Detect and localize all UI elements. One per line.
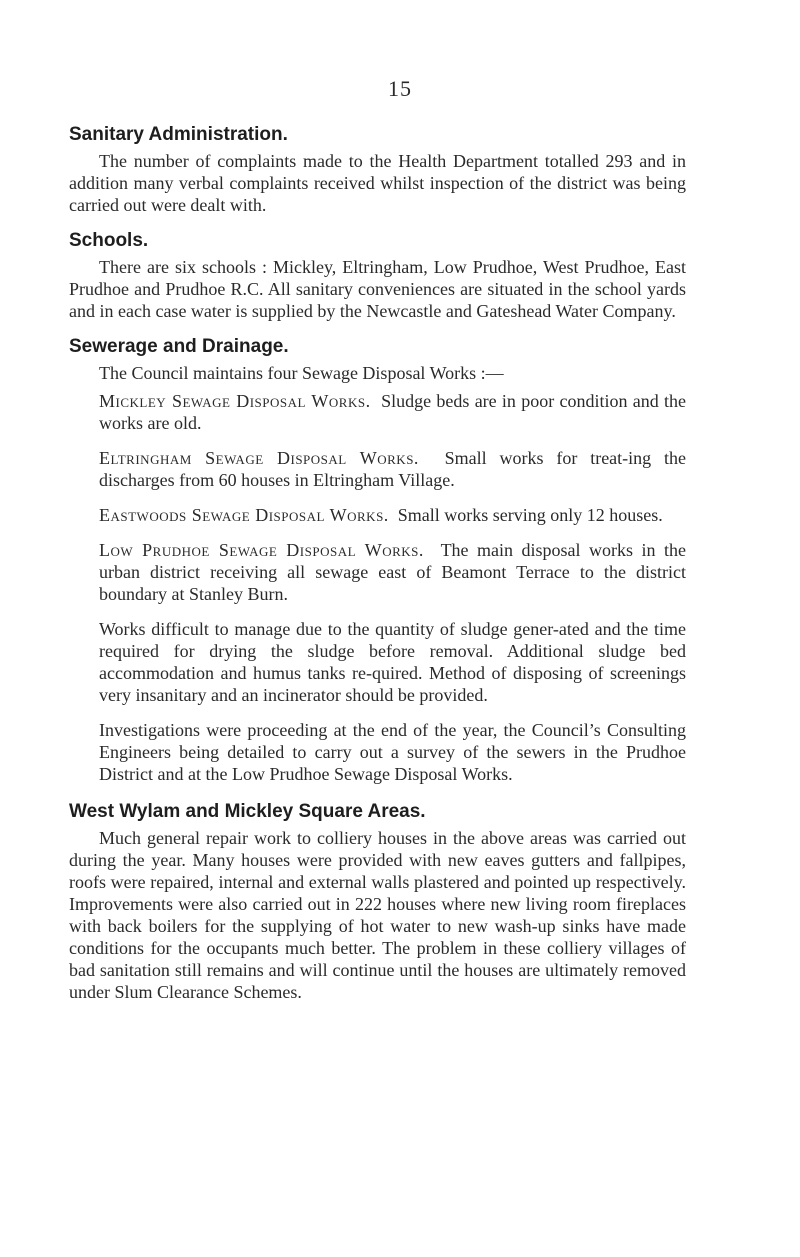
works-name: Eltringham Sewage Disposal Works. <box>99 448 419 468</box>
paragraph-investigations: Investigations were proceeding at the end of the year, the Council’s Consulting Engineers being detailed to carry out a survey of the sewers in the Prudhoe District and at the Low Prudhoe Sewage Disposal Works. <box>99 720 686 784</box>
section-heading: Sanitary Administration. <box>69 124 288 145</box>
page-number: 15 <box>388 76 412 101</box>
section-heading: Schools. <box>69 230 149 251</box>
works-description: Small works serving only 12 houses. <box>397 505 663 525</box>
works-item-eastwoods <box>99 504 686 526</box>
works-name: Eastwoods Sewage Disposal Works. <box>99 505 389 525</box>
works-name: Low Prudhoe Sewage Disposal Works. <box>99 540 424 560</box>
section-sewerage-and-drainage <box>69 334 686 785</box>
works-item-mickley <box>99 390 686 434</box>
paragraph: The number of complaints made to the Health Department totalled 293 and in addition many verbal complaints received whilst inspection of the district was being carried out were dealt with. <box>69 151 686 215</box>
works-name: Mickley Sewage Disposal Works. <box>99 391 371 411</box>
section-schools <box>69 228 686 322</box>
paragraph: The Council maintains four Sewage Disposal Works :— <box>99 363 504 383</box>
works-description: The main disposal works in the urban district receiving all sewage east of Beamont Terrace to the district boundary at Stanley Burn. <box>99 540 686 604</box>
paragraph-works-difficulty: Works difficult to manage due to the quantity of sludge gener-ated and the time required for drying the sludge before removal. Additional sludge bed accommodation and humus tanks re-quired. Method of disposing of screenings very insanitary and an incinerator should be provided. <box>99 619 686 705</box>
works-item-eltringham <box>99 447 686 491</box>
works-description: Small works for treat-ing the discharges from 60 houses in Eltringham Village. <box>99 448 687 490</box>
section-west-wylam-and-mickley-square <box>69 799 686 1003</box>
section-heading: West Wylam and Mickley Square Areas. <box>69 801 426 822</box>
section-heading: Sewerage and Drainage. <box>69 336 289 357</box>
paragraph: There are six schools : Mickley, Eltringham, Low Prudhoe, West Prudhoe, East Prudhoe and Prudhoe R.C. All sanitary conveniences are situated in the school yards and in each case water is supplied by the Newcastle and Gateshead Water Company. <box>69 257 686 321</box>
works-description: Sludge beds are in poor condition and the works are old. <box>99 391 687 433</box>
section-sanitary-administration <box>69 122 686 216</box>
page-body <box>69 122 686 1013</box>
paragraph: Much general repair work to colliery houses in the above areas was carried out during the year. Many houses were provided with new eaves gutters and fallpipes, roofs were repaired, internal and external walls plastered and pointed up respectively. Improvements were also carried out in 222 houses where new living room fireplaces with back boilers for the supplying of hot water to new wash-up sinks have made conditions for the occupants much better. The problem in these colliery villages of bad sanitation still remains and will continue until the houses are ultimately removed under Slum Clearance Schemes. <box>69 828 686 1002</box>
works-item-low-prudhoe <box>99 539 686 605</box>
